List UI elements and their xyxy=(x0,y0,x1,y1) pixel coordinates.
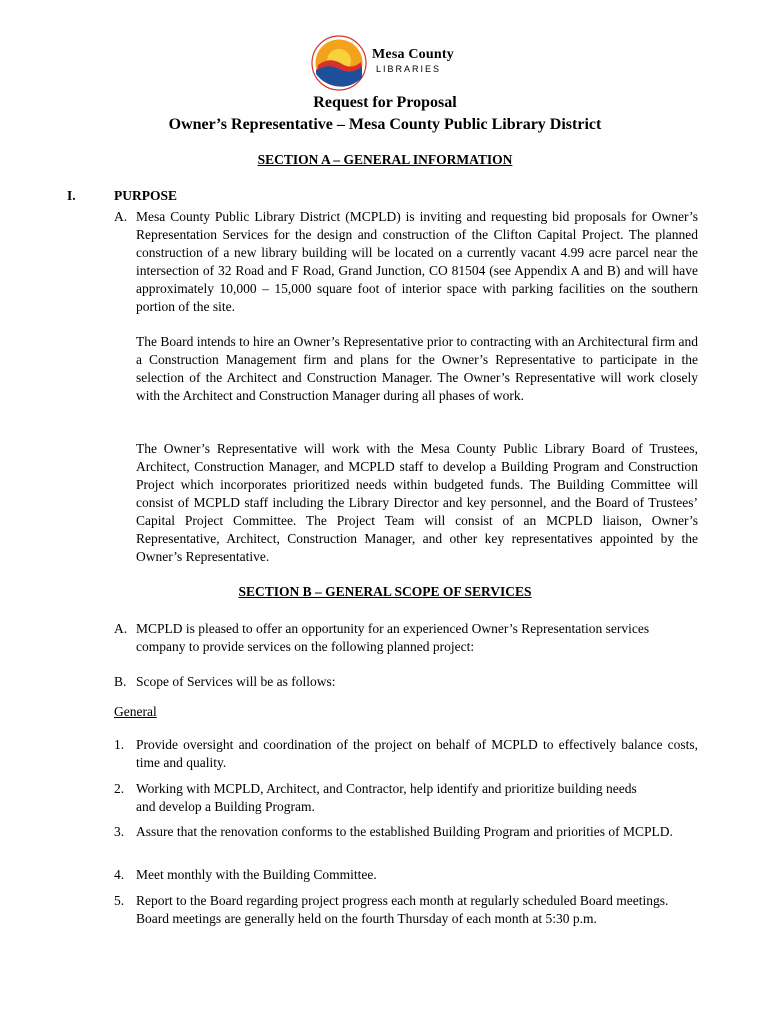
list-item: Report to the Board regarding project progress each month at regularly scheduled Board meetings. Board meetings are generally held on the fourth Thursday of each month at 5:30 p.m. xyxy=(136,893,669,926)
purpose-paragraph-1: Mesa County Public Library District (MCPLD) is inviting and requesting bid proposals for Owner’s Representation Services for the design and construction of the Clifton Capital Project. The planned construction of a new library building will be located on a currently vacant 4.99 acre parcel near the intersection of 32 Road and F Road, Grand Junction, CO 81504 (see Appendix A and B) and will have approximately 10,000 – 15,000 square foot of interior space with parking facilities on the southern portion of the site. xyxy=(136,209,698,314)
item-marker-a: A. xyxy=(114,209,128,224)
list-item: Assure that the renovation conforms to the established Building Program and priorities of MCPLD. xyxy=(136,824,673,839)
list-item-number: 1. xyxy=(114,737,125,752)
section-b-heading: SECTION B – GENERAL SCOPE OF SERVICES xyxy=(238,584,532,599)
scope-item-b-text: Scope of Services will be as follows: xyxy=(136,674,336,689)
list-item-number: 3. xyxy=(114,824,125,839)
section-a-heading: SECTION A – GENERAL INFORMATION xyxy=(257,152,513,167)
purpose-paragraph-3: The Owner’s Representative will work with the Mesa County Public Library Board of Trustees, Architect, Construction Manager, and MCPLD staff to develop a Building Program and Construction Project which incorporates prioritized needs within budgeted funds. The Building Committee will consist of MCPLD staff including the Library Director and key personnel, and the Board of Trustees’ Capital Project Committee. The Project Team will consist of an MCPLD liaison, Owner’s Representative, Architect, Construction Manager, and other key representatives appointed by the Owner’s Representative. xyxy=(136,441,698,564)
logo-name-line1: Mesa County xyxy=(372,47,454,62)
mesa-county-libraries-logo xyxy=(310,34,470,92)
list-item-number: 5. xyxy=(114,893,125,908)
list-item: Provide oversight and coordination of the project on behalf of MCPLD to effectively balance costs, time and quality. xyxy=(136,737,698,770)
logo-name-line2: LIBRARIES xyxy=(376,64,442,74)
item-marker-b-b: B. xyxy=(114,674,127,689)
document-title: Request for Proposal xyxy=(313,94,457,111)
list-item-number: 2. xyxy=(114,781,125,796)
item-marker-b-a: A. xyxy=(114,621,128,636)
list-item: Working with MCPLD, Architect, and Contractor, help identify and prioritize building needs and develop a Building Program. xyxy=(136,781,637,814)
list-item: Meet monthly with the Building Committee. xyxy=(136,867,377,882)
scope-item-a-text: MCPLD is pleased to offer an opportunity for an experienced Owner’s Representation services company to provide services on the following planned project: xyxy=(136,621,650,654)
general-subheading: General xyxy=(114,704,157,719)
section-roman-numeral: I. xyxy=(67,188,76,203)
logo-emblem-icon xyxy=(310,34,370,92)
purpose-paragraph-2: The Board intends to hire an Owner’s Representative prior to contracting with an Architectural firm and a Construction Management firm and plans for the Owner’s Representative to participate in the selection of the Architect and Construction Manager. The Owner’s Representative will work closely with the Architect and Construction Manager during all phases of work. xyxy=(136,334,698,403)
purpose-heading: PURPOSE xyxy=(114,188,178,203)
document-subtitle: Owner’s Representative – Mesa County Public Library District xyxy=(168,116,602,133)
list-item-number: 4. xyxy=(114,867,125,882)
